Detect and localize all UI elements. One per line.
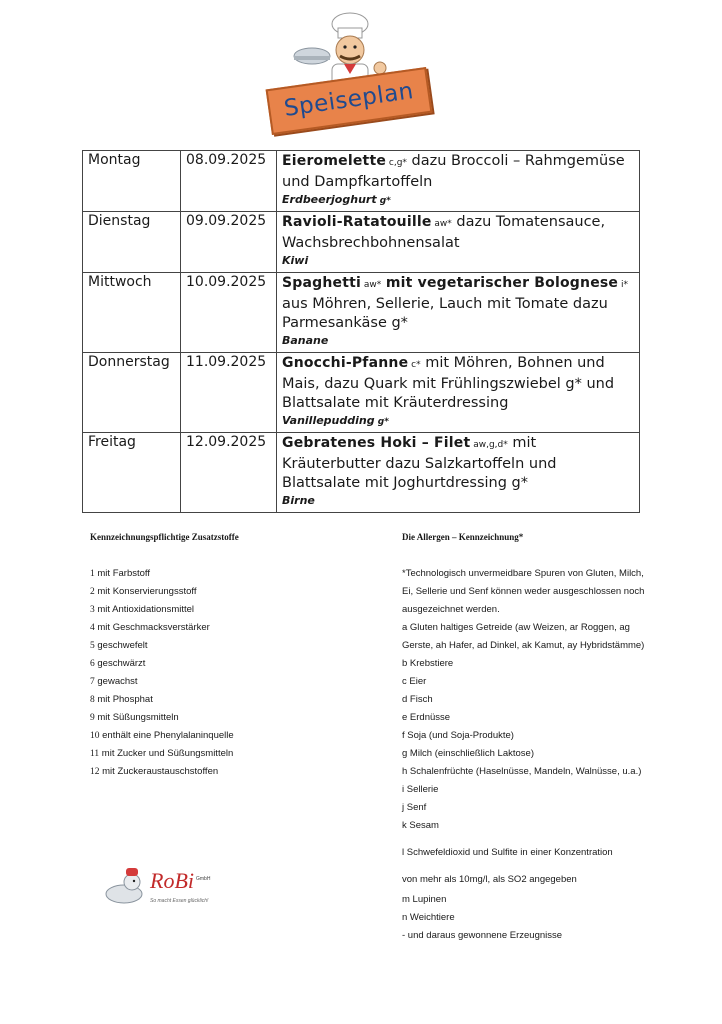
menu-row	[83, 151, 640, 212]
allergen-line: l Schwefeldioxid und Sulfite in einer Konzentration	[402, 847, 613, 858]
dish-description: mit Kräuterbutter dazu Salzkartoffeln und Blattsalate mit Joghurtdressing g*	[282, 435, 557, 491]
banner-title: Speiseplan	[282, 78, 416, 122]
dessert-codes: g*	[376, 196, 391, 206]
additives-title: Kennzeichnungspflichtige Zusatzstoffe	[90, 532, 239, 542]
allergen-line: m Lupinen	[402, 894, 447, 905]
allergen-line: b Krebstiere	[402, 658, 454, 669]
dish-description: mit Möhren, Bohnen und Mais, dazu Quark mit Frühlingszwiebel g* und Blattsalate mit Kräuterdressing	[282, 355, 615, 411]
logo-slogan: So macht Essen glücklich!	[150, 898, 209, 904]
dessert	[282, 333, 635, 350]
main-dish: Gebratenes Hoki – Filet	[282, 435, 471, 451]
allergen-codes: aw*	[361, 280, 382, 290]
allergen-line: e Erdnüsse	[402, 712, 451, 723]
allergen-line: Gerste, ah Hafer, ad Dinkel, ak Kamut, ay Hybridstämme)	[402, 640, 645, 651]
allergen-line: von mehr als 10mg/l, als SO2 angegeben	[402, 874, 577, 885]
dessert	[282, 493, 635, 510]
menu-row	[83, 273, 640, 353]
additive-item: 11 mit Zucker und Süßungsmitteln	[90, 748, 234, 759]
menu-day: Freitag	[83, 433, 181, 513]
dessert-codes: g*	[374, 417, 389, 427]
menu-day: Dienstag	[83, 212, 181, 273]
allergens-legend	[402, 532, 702, 952]
allergen-line: *Technologisch unvermeidbare Spuren von Gluten, Milch,	[402, 568, 644, 579]
main-dish-2: mit vegetarischer Bolognese	[385, 275, 619, 291]
menu-day: Montag	[83, 151, 181, 212]
menu-dish	[277, 151, 640, 212]
additive-item: 7 gewachst	[90, 676, 138, 687]
menu-dish	[277, 273, 640, 353]
allergen-codes-2: i*	[618, 280, 628, 290]
dish-description: dazu Tomatensauce, Wachsbrechbohnensalat	[282, 214, 606, 251]
dessert-name: Birne	[282, 494, 315, 507]
logo-name: RoBi	[150, 868, 194, 893]
main-dish: Eieromelette	[282, 153, 387, 169]
menu-date: 12.09.2025	[181, 433, 277, 513]
menu-date: 09.09.2025	[181, 212, 277, 273]
allergen-line: j Senf	[402, 802, 427, 813]
allergen-line: h Schalenfrüchte (Haselnüsse, Mandeln, Walnüsse, u.a.)	[402, 766, 642, 777]
allergen-line: ausgezeichnet werden.	[402, 604, 500, 615]
allergen-line: i Sellerie	[402, 784, 439, 795]
allergen-codes: aw*	[431, 219, 452, 229]
additive-item: 2 mit Konservierungsstoff	[90, 586, 197, 597]
robi-logo	[102, 862, 222, 912]
additive-item: 8 mit Phosphat	[90, 694, 153, 705]
dessert-name: Banane	[282, 334, 329, 347]
additive-item: 10 enthält eine Phenylalaninquelle	[90, 730, 234, 741]
allergen-line: n Weichtiere	[402, 912, 455, 923]
dessert-name: Erdbeerjoghurt	[282, 193, 377, 206]
dish-description-2: aus Möhren, Sellerie, Lauch mit Tomate dazu Parmesankäse g*	[282, 296, 608, 331]
allergen-line: c Eier	[402, 676, 427, 687]
allergen-line: k Sesam	[402, 820, 439, 831]
dessert-name: Vanillepudding	[282, 414, 375, 427]
allergen-line: g Milch (einschließlich Laktose)	[402, 748, 534, 759]
menu-dish	[277, 433, 640, 513]
additive-item: 3 mit Antioxidationsmittel	[90, 604, 195, 615]
menu-date: 08.09.2025	[181, 151, 277, 212]
menu-day: Mittwoch	[83, 273, 181, 353]
menu-dish	[277, 353, 640, 433]
main-dish: Spaghetti	[282, 275, 362, 291]
menu-date: 11.09.2025	[181, 353, 277, 433]
allergen-codes: c*	[408, 360, 421, 370]
logo-suffix: GmbH	[196, 876, 211, 882]
allergen-line: Ei, Sellerie und Senf können weder ausgeschlossen noch	[402, 586, 645, 597]
additive-item: 6 geschwärzt	[90, 658, 146, 669]
allergen-line: a Gluten haltiges Getreide (aw Weizen, ar Roggen, ag	[402, 622, 630, 633]
menu-row	[83, 353, 640, 433]
additive-item: 4 mit Geschmacksverstärker	[90, 622, 210, 633]
allergen-codes: c,g*	[386, 158, 407, 168]
allergen-line: f Soja (und Soja-Produkte)	[402, 730, 514, 741]
menu-row	[83, 433, 640, 513]
main-dish: Ravioli-Ratatouille	[282, 214, 432, 230]
menu-day: Donnerstag	[83, 353, 181, 433]
additive-item: 12 mit Zuckeraustauschstoffen	[90, 766, 219, 777]
allergen-codes: aw,g,d*	[470, 440, 508, 450]
menu-row	[83, 212, 640, 273]
seal-mascot-icon	[102, 862, 148, 908]
main-dish: Gnocchi-Pfanne	[282, 355, 409, 371]
allergens-title: Die Allergen – Kennzeichnung*	[402, 532, 524, 542]
menu-table	[82, 150, 640, 513]
dessert-name: Kiwi	[282, 254, 309, 267]
dessert	[282, 253, 635, 270]
menu-dish	[277, 212, 640, 273]
dessert	[282, 413, 635, 430]
dessert	[282, 192, 635, 209]
additive-item: 9 mit Süßungsmitteln	[90, 712, 179, 723]
additive-item: 1 mit Farbstoff	[90, 568, 151, 579]
additive-item: 5 geschwefelt	[90, 640, 148, 651]
allergen-line: - und daraus gewonnene Erzeugnisse	[402, 930, 563, 941]
allergen-line: d Fisch	[402, 694, 433, 705]
additives-legend	[90, 532, 380, 792]
dish-description: dazu Broccoli – Rahmgemüse und Dampfkartoffeln	[282, 153, 625, 190]
menu-date: 10.09.2025	[181, 273, 277, 353]
